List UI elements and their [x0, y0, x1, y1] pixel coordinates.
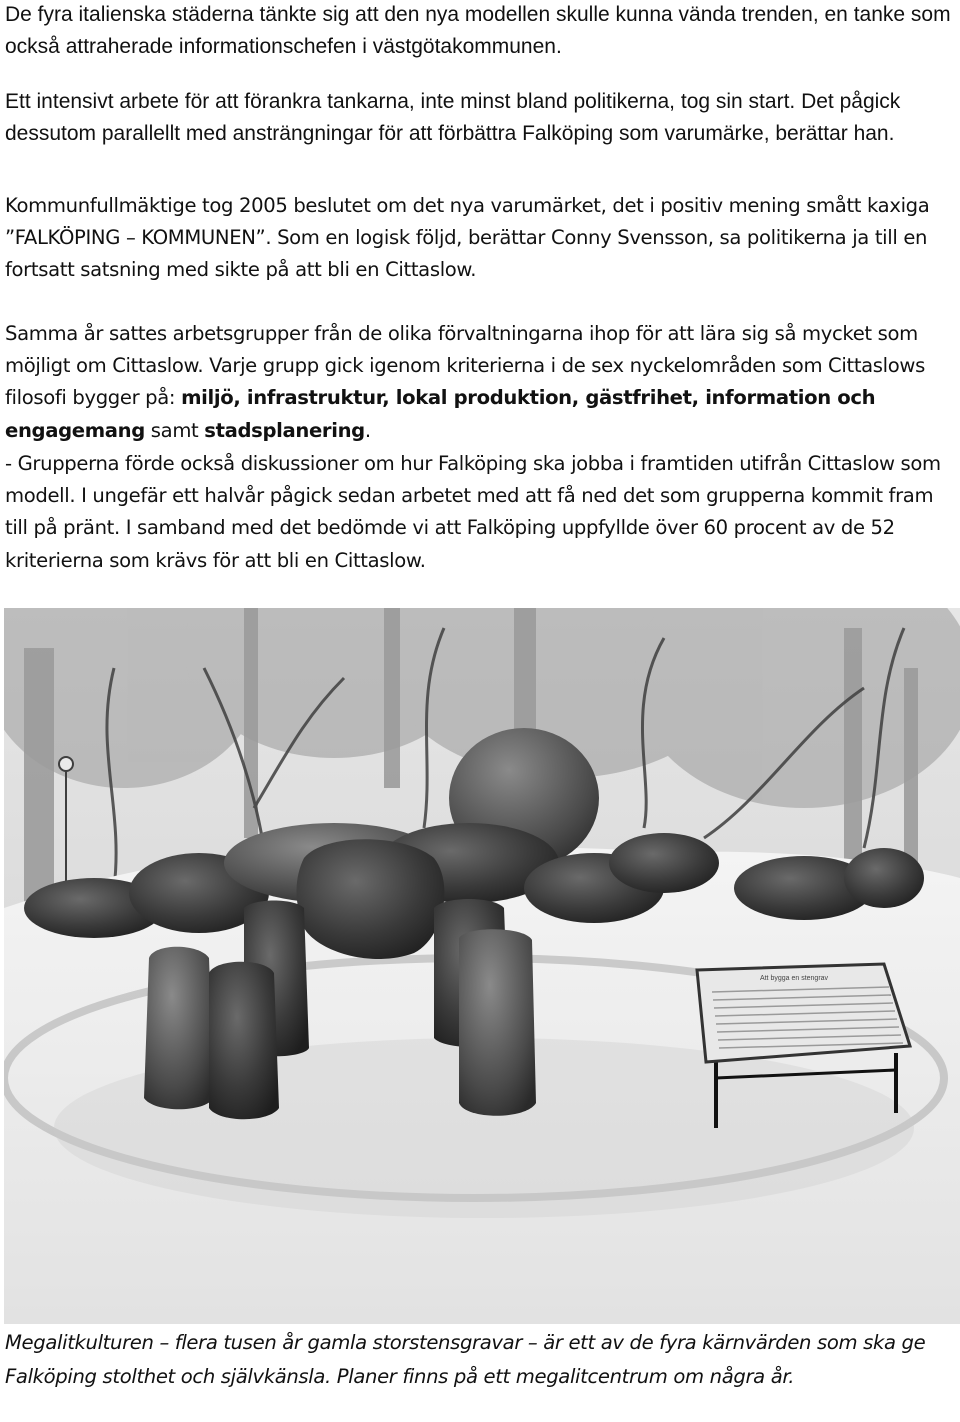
paragraph-intro: De fyra italienska städerna tänkte sig att den nya modellen skulle kunna vända trenden, en tanke som också attraherade informationschefen i västgötakommunen. [5, 3, 951, 59]
megalith-photo [4, 608, 960, 1324]
urban-planning-bold: stadsplanering [204, 418, 365, 442]
paragraph-decision: Kommunfullmäktige tog 2005 beslutet om det nya varumärket, det i positiv mening smått kaxiga ”FALKÖPING – KOMMUNEN”. Som en logisk följd, berättar Conny Svensson, sa politikerna ja till en fortsatt satsning med sikte på att bli en Cittaslow. [5, 194, 930, 282]
photo-caption: Megalitkulturen – flera tusen år gamla storstensgravar – är ett av de fyra kärnvärden som ska ge Falköping stolthet och självkänsla. Planer finns på ett megalitcentrum om några år. [5, 1331, 926, 1388]
paragraph-workgroups-intro: Samma år sattes arbetsgrupper från de olika förvaltningarna ihop för att lära sig så mycket som möjligt om Cittaslow. Varje grupp gick igenom kriterierna i de sex nyckelområden som Cittaslows filosofi bygger på: [5, 322, 925, 410]
paragraph-discussion-quote: - Grupperna förde också diskussioner om hur Falköping ska jobba i framtiden utifrån Cittaslow som modell. I ungefär ett halvår pågick sedan arbetet med att få ned det som grupperna kommit fram till på pränt. I samband med det bedömde vi att Falköping uppfyllde över 60 procent av de 52 kriterierna som krävs för att bli en Cittaslow. [5, 452, 941, 572]
paragraph-workgroups [5, 318, 957, 447]
paragraph-workgroups-mid: samt [144, 418, 205, 442]
paragraph-workgroups-end: . [364, 418, 371, 442]
paragraph-anchoring: Ett intensivt arbete för att förankra tankarna, inte minst bland politikerna, tog sin start. Det pågick dessutom parallellt med ansträngningar för att förbättra Falköping som varumärke, berättar han. [5, 90, 901, 146]
sign-heading: Att bygga en stengrav [759, 975, 829, 982]
key-areas-bold: miljö, infrastruktur, lokal produktion, gästfrihet, information och engagemang [5, 386, 876, 442]
